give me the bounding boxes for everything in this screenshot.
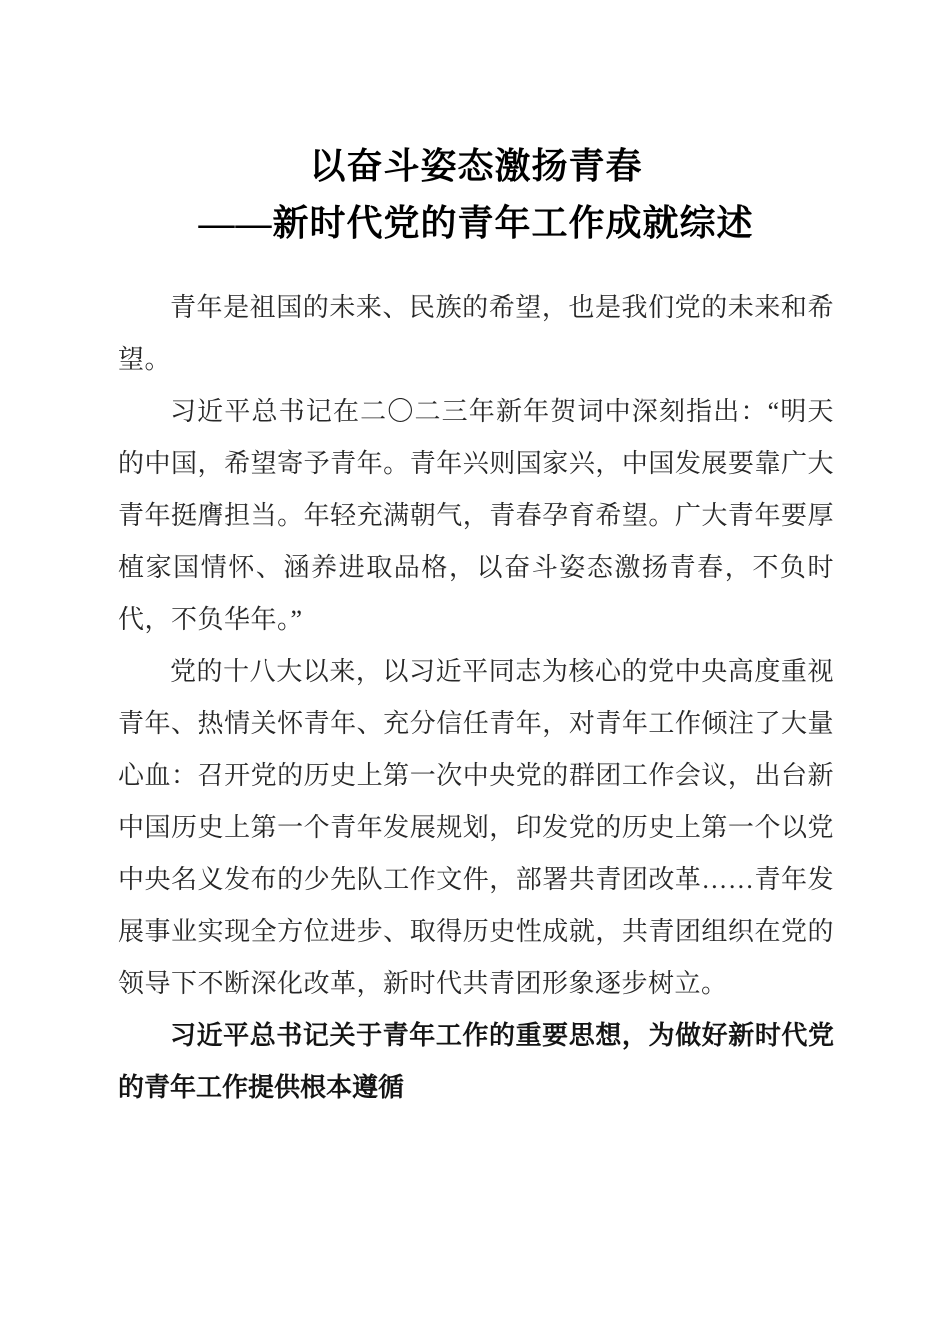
title-line-2: ——新时代党的青年工作成就综述 (198, 203, 754, 243)
paragraph-18th-congress-achievements: 党的十八大以来，以习近平同志为核心的党中央高度重视青年、热情关怀青年、充分信任青年，对青年工作倾注了大量心血：召开党的历史上第一次中央党的群团工作会议，出台新中国历史上第一个青年发展规划，印发党的历史上第一个以党中央名义发布的少先队工作文件，部署共青团改革……青年发展事业实现全方位进步、取得历史性成就，共青团组织在党的领导下不断深化改革，新时代共青团形象逐步树立。 (118, 657, 834, 998)
paragraph-new-year-address-quote: 习近平总书记在二〇二三年新年贺词中深刻指出：“明天的中国，希望寄予青年。青年兴则国家兴，中国发展要靠广大青年挺膺担当。年轻充满朝气，青春孕育希望。广大青年要厚植家国情怀、涵养进取品格，以奋斗姿态激扬青春，不负时代，不负华年。” (118, 397, 834, 634)
paragraph-intro: 青年是祖国的未来、民族的希望，也是我们党的未来和希望。 (118, 293, 834, 374)
title-line-1: 以奋斗姿态激扬青春 (309, 146, 643, 186)
paragraph-bold-section-heading: 习近平总书记关于青年工作的重要思想，为做好新时代党的青年工作提供根本遵循 (118, 1021, 834, 1102)
document-title (118, 138, 834, 252)
document-body (118, 282, 834, 1114)
